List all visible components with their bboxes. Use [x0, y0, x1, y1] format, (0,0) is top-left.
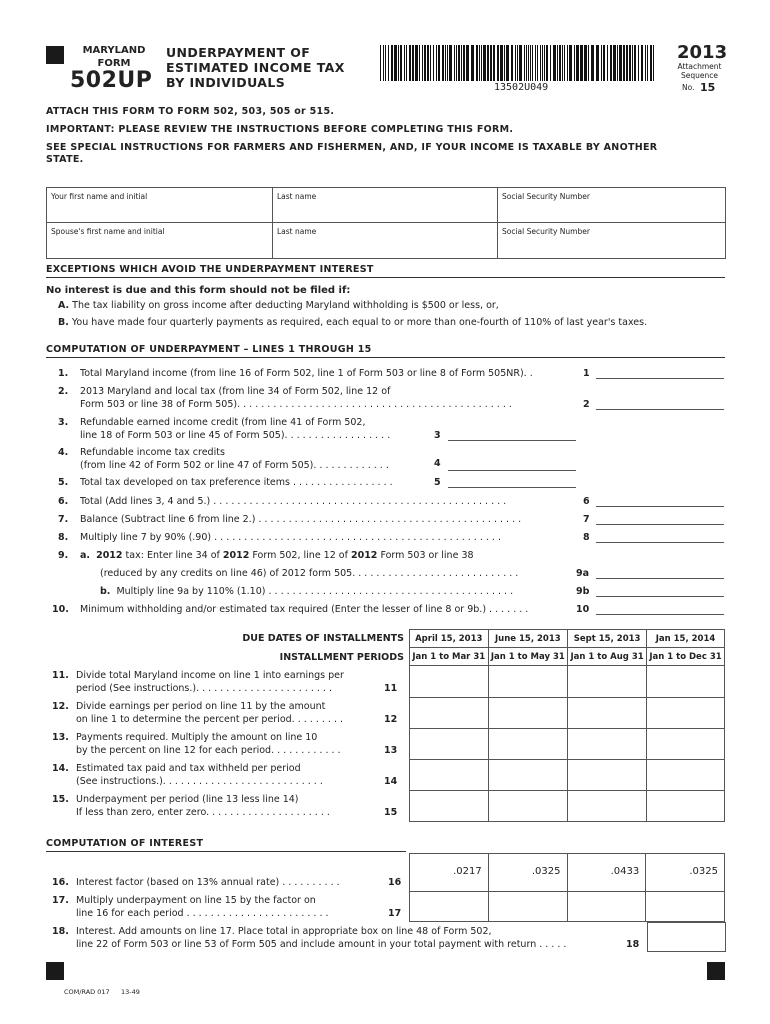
barcode-bar — [458, 45, 460, 81]
barcode-bar — [524, 45, 525, 81]
exception-b-label: B. — [58, 317, 69, 328]
line-ref: 11 — [384, 683, 398, 694]
tax-year: 2013 — [677, 42, 728, 63]
barcode-bar — [466, 45, 469, 81]
barcode-bar — [398, 45, 399, 81]
barcode-bar — [610, 45, 612, 81]
line-ref: 9b — [576, 586, 590, 597]
line-7-text: Balance (Subtract line 6 from line 2.) . . . . . . . . . . . . . . . . . . . . . . . . . . . . . . . . . . . . . . . . . . . . — [80, 514, 522, 525]
barcode-bar — [540, 45, 541, 81]
line-9b-text — [80, 585, 513, 598]
line-5-text: Total tax developed on tax preference items . . . . . . . . . . . . . . . . . — [80, 477, 393, 488]
barcode-bar — [596, 45, 599, 81]
barcode-bar — [647, 45, 648, 81]
barcode-bar — [588, 45, 589, 81]
barcode-bar — [544, 45, 545, 81]
barcode-bar — [653, 45, 654, 81]
barcode-bar — [528, 45, 529, 81]
due-dates-label: DUE DATES OF INSTALLMENTS — [242, 633, 404, 644]
exception-a-label: A. — [58, 300, 70, 311]
line-5-input[interactable] — [448, 486, 576, 488]
barcode-bar — [553, 45, 556, 81]
sequence-number: 15 — [700, 81, 716, 94]
line-6-input[interactable] — [596, 505, 724, 507]
line-13-cell[interactable] — [488, 729, 568, 760]
barcode-bar — [641, 45, 643, 81]
line-number: 3. — [58, 417, 69, 428]
barcode-bar — [506, 45, 509, 81]
line-2-input[interactable] — [596, 408, 724, 410]
barcode-bar — [479, 45, 480, 81]
barcode-bar — [463, 45, 465, 81]
line-ref: 4 — [434, 458, 441, 469]
line-number: 13. — [52, 732, 69, 743]
line-15-text-b: If less than zero, enter zero. . . . . . . . . . . . . . . . . . . . . — [76, 807, 330, 818]
barcode-bar — [601, 45, 602, 81]
barcode-bar — [530, 45, 531, 81]
divider — [46, 277, 725, 278]
line-8-text: Multiply line 7 by 90% (.90) . . . . . . . . . . . . . . . . . . . . . . . . . . . . . . . . . . . . . . . . . . . . . . . . — [80, 532, 501, 543]
barcode-bar — [436, 45, 437, 81]
taxpayer-info-box — [46, 187, 726, 259]
barcode-bar — [456, 45, 457, 81]
line-17-text-b: line 16 for each period . . . . . . . . . . . . . . . . . . . . . . . . — [76, 908, 329, 919]
divider — [46, 222, 725, 223]
barcode-bar — [427, 45, 429, 81]
line-14-text-b: (See instructions.). . . . . . . . . . . . . . . . . . . . . . . . . . . — [76, 776, 323, 787]
line-14-cell[interactable] — [410, 760, 489, 791]
interest-factor-cell: .0217 — [410, 854, 489, 892]
barcode-bar — [603, 45, 605, 81]
line-number: 1. — [58, 368, 69, 379]
barcode-bar — [532, 45, 533, 81]
line-ref: 1 — [583, 368, 590, 379]
barcode-bar — [415, 45, 418, 81]
line-number: 17. — [52, 895, 69, 906]
attach-instruction: ATTACH THIS FORM TO FORM 502, 503, 505 or 515. — [46, 106, 335, 117]
barcode-bar — [619, 45, 622, 81]
barcode-bar — [471, 45, 474, 81]
text-fragment: Multiply line 9a by 110% (1.10) . . . . . . . . . . . . . . . . . . . . . . . . . . . . . . . . . . . . . . . . . — [116, 586, 514, 597]
barcode-bar — [419, 45, 420, 81]
title-line-2: ESTIMATED INCOME TAX — [166, 60, 345, 75]
interest-factor-cell: .0325 — [488, 854, 567, 892]
line-number: 2. — [58, 386, 69, 397]
line-1-text: Total Maryland income (from line 16 of Form 502, line 1 of Form 503 or line 8 of Form 505NR). . — [80, 368, 533, 379]
exception-a-text: The tax liability on gross income after deducting Maryland withholding is $500 or less, or, — [72, 300, 499, 311]
exception-b-text: You have made four quarterly payments as required, each equal to or more than one-fourth of 110% of last year's taxes. — [71, 317, 648, 328]
line-15-cell[interactable] — [410, 791, 489, 822]
interest-heading: COMPUTATION OF INTEREST — [46, 838, 204, 849]
line-9a-label: a. — [80, 550, 91, 561]
spouse-ssn-field[interactable]: Social Security Number — [502, 227, 590, 236]
barcode-bar — [447, 45, 448, 81]
barcode-bar — [412, 45, 414, 81]
line-ref: 8 — [583, 532, 590, 543]
barcode-bar — [562, 45, 563, 81]
barcode-bar — [388, 45, 389, 81]
year-ref: 2012 — [96, 550, 123, 561]
line-2-text-b: Form 503 or line 38 of Form 505). . . . . . . . . . . . . . . . . . . . . . . . . . . . . . . . . . . . . . . . . . . . . . — [80, 399, 512, 410]
registration-mark-top-left — [46, 46, 64, 64]
barcode-bar — [483, 45, 486, 81]
period-cell: Jan 1 to May 31 — [488, 648, 568, 666]
barcode-bar — [476, 45, 478, 81]
line-ref: 10 — [576, 604, 590, 615]
barcode-bar — [645, 45, 646, 81]
barcode-bar — [634, 45, 636, 81]
barcode-bar — [461, 45, 462, 81]
line-number: 12. — [52, 701, 69, 712]
due-date-cell: April 15, 2013 — [410, 630, 489, 648]
barcode-bar — [519, 45, 522, 81]
line-ref: 13 — [384, 745, 398, 756]
barcode-bar — [391, 45, 393, 81]
barcode-bar — [569, 45, 572, 81]
line-14-cell[interactable] — [568, 760, 647, 791]
barcode-bar — [438, 45, 440, 81]
divider — [46, 851, 406, 852]
barcode-bar — [500, 45, 503, 81]
interest-table — [409, 853, 725, 922]
text-fragment: tax: Enter line 34 of — [122, 550, 223, 561]
barcode-bar — [493, 45, 495, 81]
line-number: 4. — [58, 447, 69, 458]
line-ref: 18 — [626, 939, 640, 950]
sequence-no-label: No. — [682, 83, 695, 92]
due-date-cell: June 15, 2013 — [488, 630, 568, 648]
barcode-bar — [613, 45, 616, 81]
line-17-cell[interactable] — [488, 892, 567, 922]
line-17-cell[interactable] — [410, 892, 489, 922]
barcode-bar — [487, 45, 489, 81]
line-12-text-b: on line 1 to determine the percent per period. . . . . . . . . — [76, 714, 344, 725]
line-2-text-a: 2013 Maryland and local tax (from line 34 of Form 502, line 12 of — [80, 386, 391, 397]
line-3-text-b: line 18 of Form 503 or line 45 of Form 505). . . . . . . . . . . . . . . . . . — [80, 430, 391, 441]
barcode-bar — [574, 45, 575, 81]
line-15-cell[interactable] — [488, 791, 568, 822]
line-1-input[interactable] — [596, 377, 724, 379]
line-10-input[interactable] — [596, 613, 724, 615]
barcode-bar — [550, 45, 551, 81]
line-number: 8. — [58, 532, 69, 543]
barcode-bar — [422, 45, 423, 81]
barcode-bar — [481, 45, 482, 81]
text-fragment: Form 503 or line 38 — [377, 550, 474, 561]
barcode-bar — [546, 45, 548, 81]
barcode-bar — [511, 45, 513, 81]
barcode-bar — [626, 45, 628, 81]
barcode-bar — [535, 45, 536, 81]
line-7-input[interactable] — [596, 523, 724, 525]
line-12-text-a: Divide earnings per period on line 11 by the amount — [76, 701, 326, 712]
attachment-label: Attachment — [677, 62, 722, 71]
line-number: 16. — [52, 877, 69, 888]
exceptions-heading: EXCEPTIONS WHICH AVOID THE UNDERPAYMENT INTEREST — [46, 264, 374, 275]
exceptions-lead: No interest is due and this form should not be filed if: — [46, 285, 351, 296]
line-9b-input[interactable] — [596, 595, 724, 597]
text-fragment: Form 502, line 12 of — [249, 550, 351, 561]
barcode-bar — [629, 45, 631, 81]
barcode-bar — [430, 45, 431, 81]
barcode-bar — [383, 45, 384, 81]
due-date-cell: Sept 15, 2013 — [568, 630, 647, 648]
line-number: 10. — [52, 604, 69, 615]
barcode-bar — [409, 45, 411, 81]
spouse-last-name-field[interactable]: Last name — [277, 227, 317, 236]
barcode-bar — [559, 45, 561, 81]
line-15-cell[interactable] — [568, 791, 647, 822]
line-6-text: Total (Add lines 3, 4 and 5.) . . . . . . . . . . . . . . . . . . . . . . . . . . . . . . . . . . . . . . . . . . . . . . . . . — [80, 496, 507, 507]
line-12-cell[interactable] — [488, 698, 568, 729]
line-3-input[interactable] — [448, 439, 576, 441]
line-11-cell[interactable] — [568, 666, 647, 698]
line-18-text-a: Interest. Add amounts on line 17. Place total in appropriate box on line 48 of Form 502, — [76, 926, 492, 937]
period-cell: Jan 1 to Mar 31 — [410, 648, 489, 666]
line-ref: 9a — [576, 568, 590, 579]
special-instruction-line-1: SEE SPECIAL INSTRUCTIONS FOR FARMERS AND FISHERMEN, AND, IF YOUR INCOME IS TAXABLE BY ANOTHER — [46, 142, 658, 153]
line-3-text-a: Refundable earned income credit (from line 41 of Form 502, — [80, 417, 366, 428]
barcode-bar — [564, 45, 565, 81]
installment-periods-label: INSTALLMENT PERIODS — [279, 652, 404, 663]
line-ref: 17 — [388, 908, 402, 919]
line-ref: 7 — [583, 514, 590, 525]
line-12-cell[interactable] — [647, 698, 725, 729]
line-number: 18. — [52, 926, 69, 937]
line-number: 11. — [52, 670, 69, 681]
line-9a-input[interactable] — [596, 577, 724, 579]
period-cell: Jan 1 to Dec 31 — [647, 648, 725, 666]
line-number: 5. — [58, 477, 69, 488]
barcode-text: 13502U049 — [494, 82, 549, 93]
divider — [46, 357, 725, 358]
form-code: COM/RAD 017 — [64, 988, 110, 996]
barcode-bar — [584, 45, 587, 81]
barcode-bar — [406, 45, 407, 81]
line-18-text-b: line 22 of Form 503 or line 53 of Form 505 and include amount in your total payment with return . . . . . — [76, 939, 567, 950]
barcode-bar — [591, 45, 594, 81]
interest-factor-cell: .0325 — [646, 854, 725, 892]
last-name-field[interactable]: Last name — [277, 192, 317, 201]
line-ref: 2 — [583, 399, 590, 410]
year-ref: 2012 — [350, 550, 378, 561]
barcode-bar — [515, 45, 516, 81]
line-4-input[interactable] — [448, 469, 576, 471]
line-11-text-b: period (See instructions.). . . . . . . . . . . . . . . . . . . . . . . — [76, 683, 332, 694]
line-11-text-a: Divide total Maryland income on line 1 into earnings per — [76, 670, 344, 681]
line-14-text-a: Estimated tax paid and tax withheld per period — [76, 763, 301, 774]
ssn-field[interactable]: Social Security Number — [502, 192, 590, 201]
barcode-bar — [404, 45, 405, 81]
line-11-cell[interactable] — [410, 666, 489, 698]
line-4-text-b: (from line 42 of Form 502 or line 47 of Form 505). . . . . . . . . . . . . — [80, 460, 389, 471]
form-state-label — [74, 44, 154, 70]
line-16-text: Interest factor (based on 13% annual rate) . . . . . . . . . . — [76, 877, 340, 888]
title-line-1: UNDERPAYMENT OF — [166, 45, 311, 60]
line-number: 15. — [52, 794, 69, 805]
line-ref: 16 — [388, 877, 402, 888]
installments-table — [409, 629, 725, 822]
line-number: 6. — [58, 496, 69, 507]
registration-mark-bottom-right — [707, 962, 725, 980]
important-instruction: IMPORTANT: PLEASE REVIEW THE INSTRUCTIONS BEFORE COMPLETING THIS FORM. — [46, 124, 514, 135]
barcode-bar — [385, 45, 386, 81]
barcode-bar — [567, 45, 568, 81]
barcode-bar — [557, 45, 558, 81]
line-15-cell[interactable] — [647, 791, 725, 822]
barcode-bar — [542, 45, 543, 81]
line-number: 9. — [58, 550, 69, 561]
barcode-bar — [449, 45, 452, 81]
period-cell: Jan 1 to Aug 31 — [568, 648, 647, 666]
barcode-bar — [394, 45, 397, 81]
barcode-bar — [380, 45, 381, 81]
barcode-bar — [607, 45, 608, 81]
barcode-bar — [504, 45, 505, 81]
line-18-input[interactable] — [647, 922, 726, 952]
computation-heading: COMPUTATION OF UNDERPAYMENT – LINES 1 THROUGH 15 — [46, 344, 372, 355]
barcode-bar — [623, 45, 625, 81]
title-line-3: BY INDIVIDUALS — [166, 75, 286, 90]
line-13-cell[interactable] — [647, 729, 725, 760]
barcode-bar — [497, 45, 499, 81]
line-14-cell[interactable] — [647, 760, 725, 791]
line-ref: 6 — [583, 496, 590, 507]
line-9b-label: b. — [100, 586, 111, 597]
barcode-bar — [526, 45, 527, 81]
form-number: 502UP — [70, 68, 153, 93]
line-17-text-a: Multiply underpayment on line 15 by the factor on — [76, 895, 316, 906]
line-ref: 15 — [384, 807, 398, 818]
line-8-input[interactable] — [596, 541, 724, 543]
barcode-bar — [454, 45, 455, 81]
line-13-cell[interactable] — [410, 729, 489, 760]
exception-b — [58, 316, 647, 330]
line-9a-continued: (reduced by any credits on line 46) of 2012 form 505. . . . . . . . . . . . . . . . . . . . . . . . . . . . — [100, 568, 519, 579]
barcode-bar — [424, 45, 426, 81]
line-11-cell[interactable] — [647, 666, 725, 698]
line-14-cell[interactable] — [488, 760, 568, 791]
line-13-cell[interactable] — [568, 729, 647, 760]
line-number: 14. — [52, 763, 69, 774]
state-name: MARYLAND — [82, 45, 146, 56]
barcode-bar — [490, 45, 492, 81]
sequence-label: Sequence — [681, 71, 718, 80]
line-ref: 14 — [384, 776, 398, 787]
registration-mark-bottom-left — [46, 962, 64, 980]
barcode-bar — [442, 45, 444, 81]
line-17-cell[interactable] — [567, 892, 646, 922]
barcode-bar — [400, 45, 402, 81]
barcode-bar — [638, 45, 639, 81]
line-13-text-a: Payments required. Multiply the amount on line 10 — [76, 732, 318, 743]
line-number: 7. — [58, 514, 69, 525]
line-13-text-b: by the percent on line 12 for each period. . . . . . . . . . . . — [76, 745, 341, 756]
barcode-bar — [445, 45, 446, 81]
barcode-bar — [632, 45, 633, 81]
attachment-sequence-label — [672, 62, 727, 80]
divider — [272, 187, 273, 258]
line-ref: 5 — [434, 477, 441, 488]
line-ref: 12 — [384, 714, 398, 725]
line-11-cell[interactable] — [488, 666, 568, 698]
line-17-cell[interactable] — [646, 892, 725, 922]
interest-factor-cell: .0433 — [567, 854, 646, 892]
line-12-cell[interactable] — [410, 698, 489, 729]
line-ref: 3 — [434, 430, 441, 441]
barcode-bar — [576, 45, 579, 81]
line-10-text: Minimum withholding and/or estimated tax required (Enter the lesser of line 8 or 9b.) . . . . . . . — [80, 604, 529, 615]
spouse-first-name-field[interactable]: Spouse's first name and initial — [51, 227, 165, 236]
line-4-text-a: Refundable income tax credits — [80, 447, 225, 458]
barcode-bar — [517, 45, 518, 81]
form-version: 13-49 — [121, 988, 140, 996]
exception-a — [58, 299, 499, 313]
special-instruction-line-2: STATE. — [46, 154, 84, 165]
barcode — [380, 45, 656, 81]
first-name-field[interactable]: Your first name and initial — [51, 192, 148, 201]
barcode-bar — [580, 45, 583, 81]
barcode-bar — [650, 45, 652, 81]
line-9a-text — [80, 549, 474, 562]
form-word: FORM — [97, 58, 131, 69]
divider — [497, 187, 498, 258]
barcode-bar — [433, 45, 434, 81]
line-15-text-a: Underpayment per period (line 13 less line 14) — [76, 794, 299, 805]
barcode-bar — [537, 45, 538, 81]
due-date-cell: Jan 15, 2014 — [647, 630, 725, 648]
line-12-cell[interactable] — [568, 698, 647, 729]
form-title — [166, 45, 345, 90]
year-ref: 2012 — [222, 550, 250, 561]
barcode-bar — [617, 45, 618, 81]
